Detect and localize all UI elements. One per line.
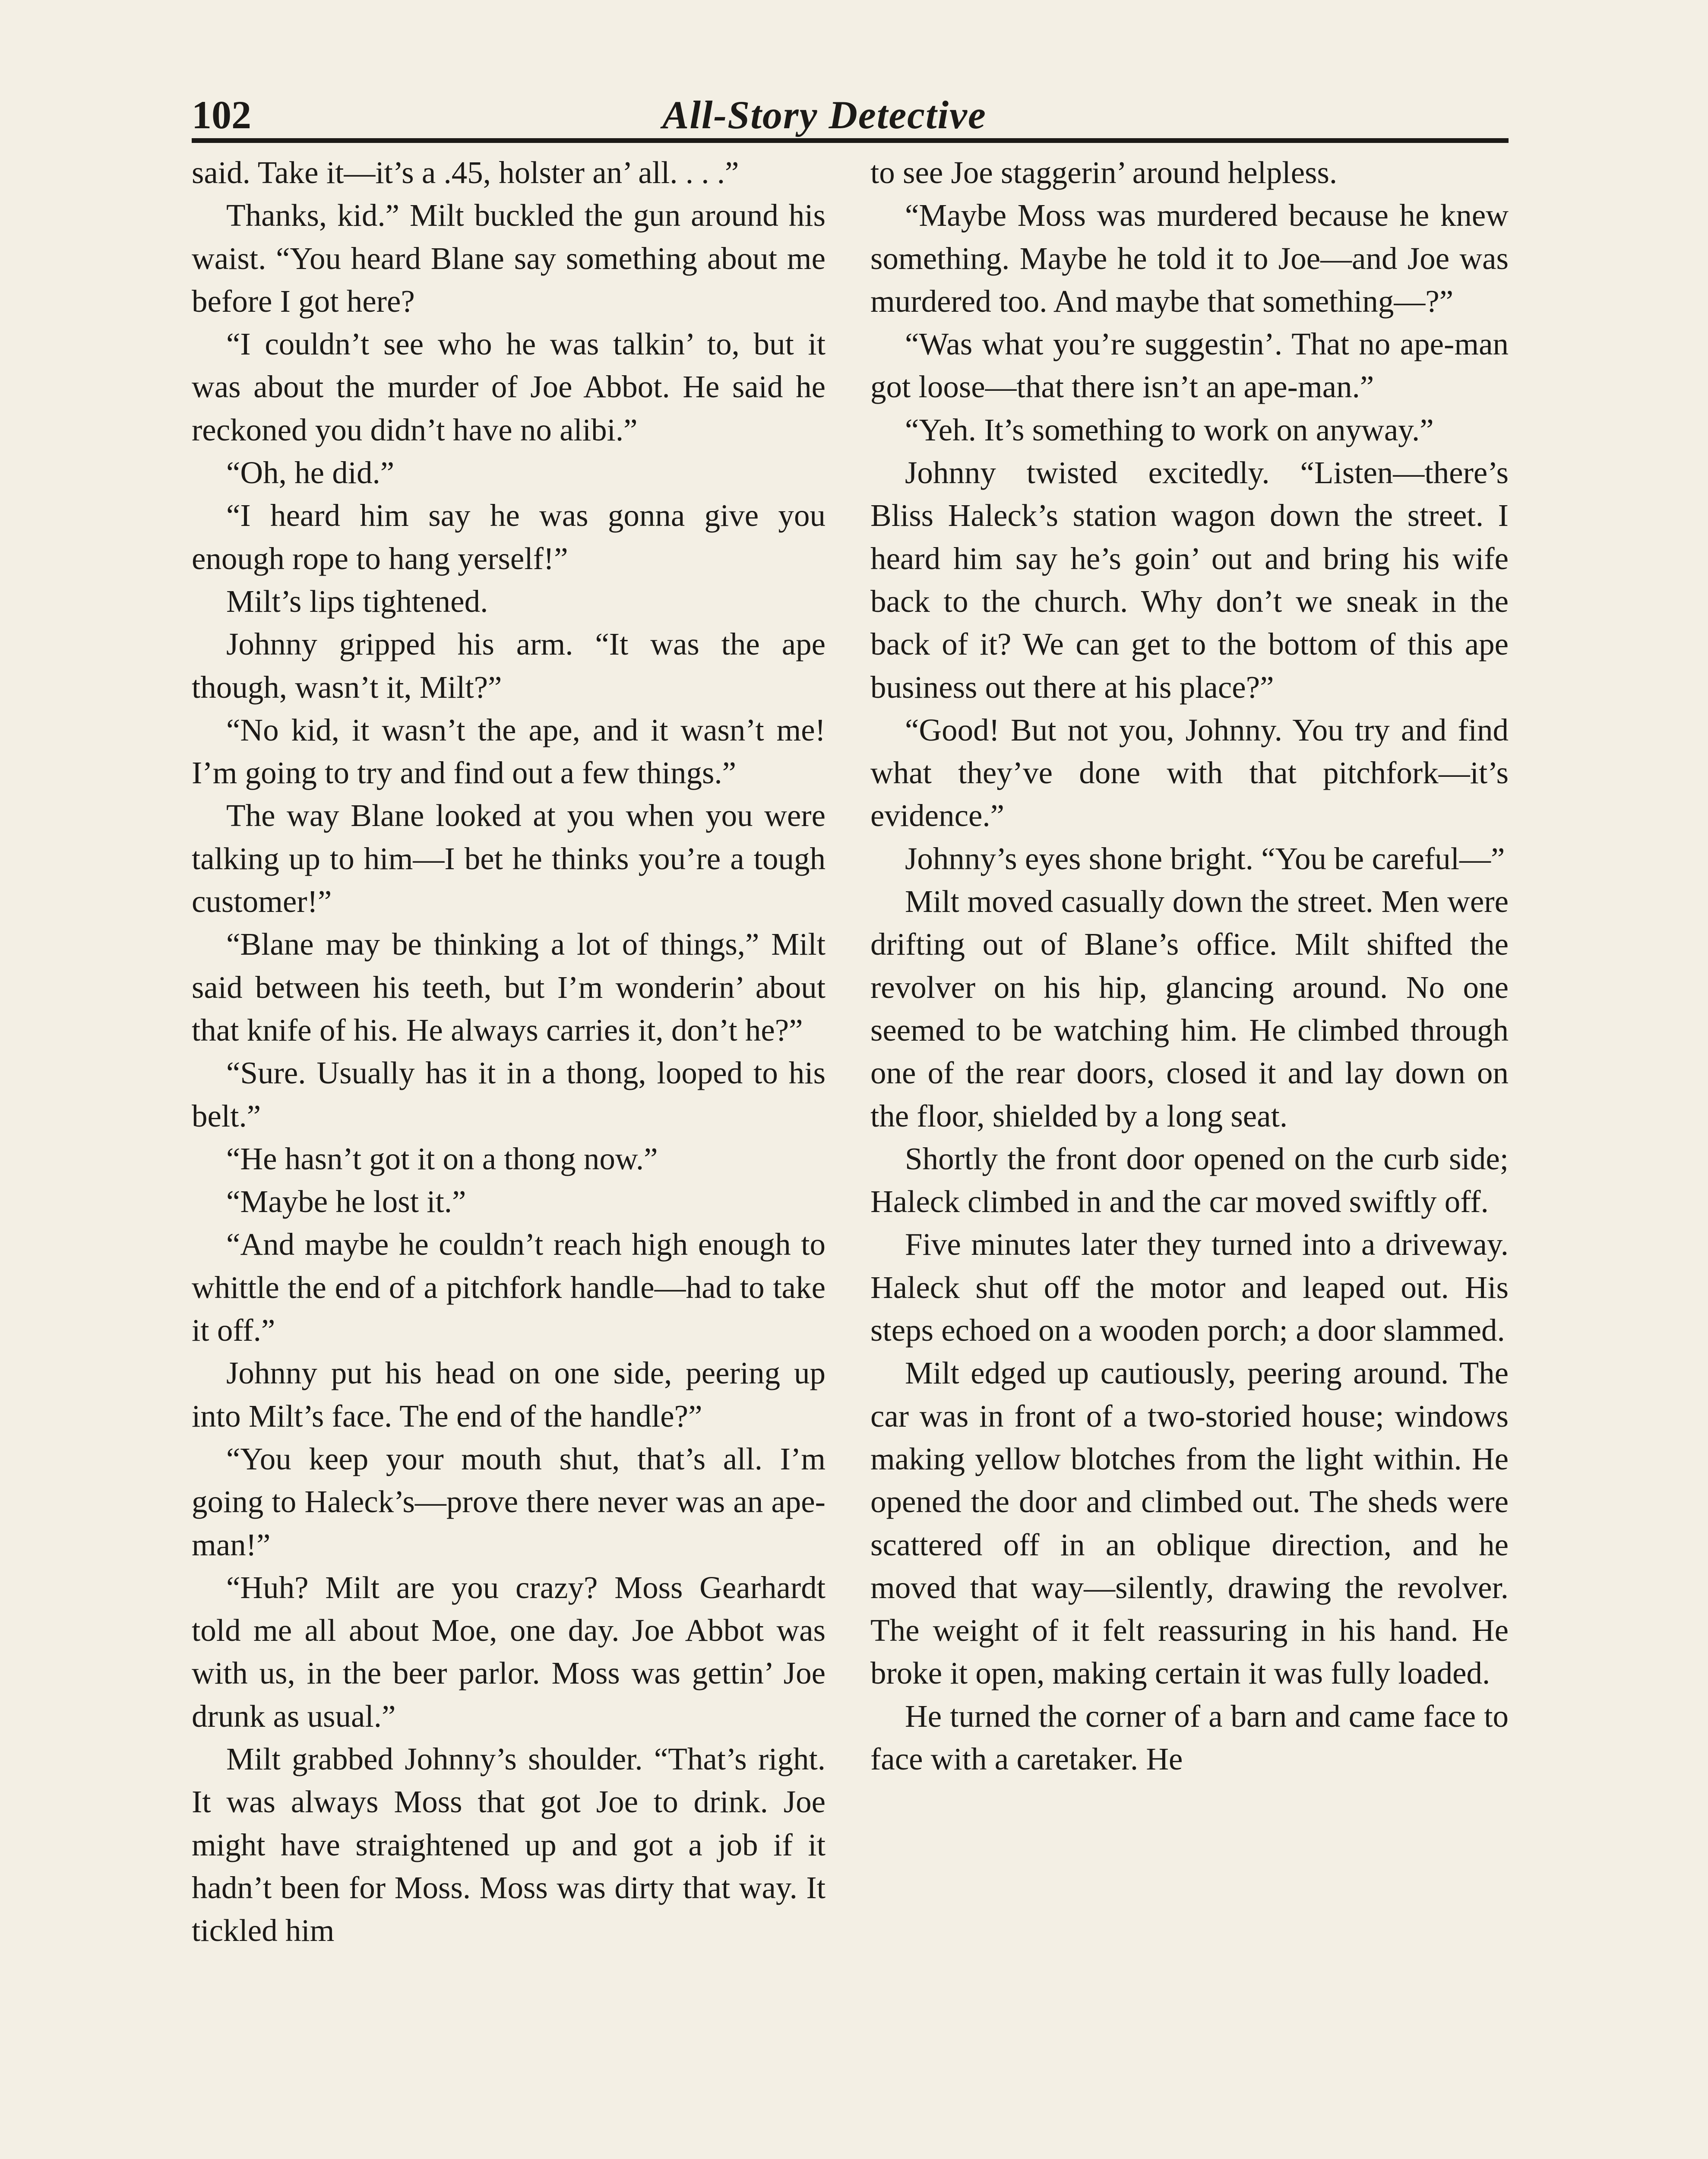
- paragraph: said. Take it—it’s a .45, holster an’ all. . . .”: [192, 155, 739, 190]
- paragraph: Johnny twisted excitedly. “Listen—there’s Bliss Haleck’s station wagon down the street. I heard him say he’s goin’ out and bring his wife back to the church. Why don’t we sneak in the back of it? We can get to the bottom of this ape business out there at his place?”: [870, 455, 1509, 705]
- paragraph: Five minutes later they turned into a driveway. Haleck shut off the motor and leaped out. His steps echoed on a wooden porch; a door slammed.: [870, 1227, 1509, 1348]
- page-header: [192, 82, 1509, 143]
- paragraph: “Maybe he lost it.”: [226, 1184, 466, 1219]
- left-column: [192, 151, 826, 1952]
- paragraph: “Was what you’re suggestin’. That no ape-man got loose—that there isn’t an ape-man.”: [870, 326, 1509, 405]
- page-number: 102: [192, 93, 251, 137]
- paragraph: “Good! But not you, Johnny. You try and find what they’ve done with that pitchfork—it’s evidence.”: [870, 712, 1509, 833]
- paragraph: Thanks, kid.” Milt buckled the gun around his waist. “You heard Blane say something about me before I got here?: [192, 198, 826, 319]
- paragraph: Milt grabbed Johnny’s shoulder. “That’s right. It was always Moss that got Joe to drink. Joe might have straightened up and got a job if it hadn’t been for Moss. Moss was dirty that way. It tickled him: [192, 1741, 826, 1948]
- paragraph: Johnny’s eyes shone bright. “You be careful—”: [905, 841, 1505, 876]
- paragraph: “Maybe Moss was murdered because he knew something. Maybe he told it to Joe—and Joe was murdered too. And maybe that something—?”: [870, 198, 1509, 319]
- paragraph: “Oh, he did.”: [226, 455, 395, 491]
- right-column: [870, 151, 1509, 1780]
- paragraph: Johnny put his head on one side, peering up into Milt’s face. The end of the handle?”: [192, 1355, 826, 1434]
- paragraph: “You keep your mouth shut, that’s all. I’m going to Haleck’s—prove there never was an ape-man!”: [192, 1441, 826, 1562]
- paragraph: The way Blane looked at you when you were talking up to him—I bet he thinks you’re a tough customer!”: [192, 798, 826, 919]
- paragraph: “Sure. Usually has it in a thong, looped to his belt.”: [192, 1055, 826, 1133]
- paragraph: “Blane may be thinking a lot of things,” Milt said between his teeth, but I’m wonderin’ about that knife of his. He always carries it, don’t he?”: [192, 927, 826, 1048]
- paragraph: Milt moved casually down the street. Men were drifting out of Blane’s office. Milt shifted the revolver on his hip, glancing around. No one seemed to be watching him. He climbed through one of the rear doors, closed it and lay down on the floor, shielded by a long seat.: [870, 884, 1509, 1133]
- paragraph: Milt edged up cautiously, peering around. The car was in front of a two-storied house; windows making yellow blotches from the light within. He opened the door and climbed out. The sheds were scattered off in an oblique direction, and he moved that way—silently, drawing the revolver. The weight of it felt reassuring in his hand. He broke it open, making certain it was fully loaded.: [870, 1355, 1509, 1691]
- paragraph: “No kid, it wasn’t the ape, and it wasn’t me! I’m going to try and find out a few things.”: [192, 712, 826, 791]
- paragraph: Milt’s lips tightened.: [226, 583, 488, 619]
- paragraph: “He hasn’t got it on a thong now.”: [226, 1141, 658, 1176]
- paragraph: “Huh? Milt are you crazy? Moss Gearhardt told me all about Moe, one day. Joe Abbot was with us, in the beer parlor. Moss was gettin’ Joe drunk as usual.”: [192, 1570, 826, 1734]
- paragraph: “Yeh. It’s something to work on anyway.”: [905, 412, 1434, 447]
- paragraph: “And maybe he couldn’t reach high enough to whittle the end of a pitchfork handle—had to take it off.”: [192, 1227, 826, 1348]
- paragraph: He turned the corner of a barn and came face to face with a caretaker. He: [870, 1698, 1509, 1776]
- paragraph: Shortly the front door opened on the curb side; Haleck climbed in and the car moved swiftly off.: [870, 1141, 1509, 1219]
- magazine-title: All-Story Detective: [662, 93, 987, 137]
- paragraph: “I couldn’t see who he was talkin’ to, but it was about the murder of Joe Abbot. He said he reckoned you didn’t have no alibi.”: [192, 326, 826, 447]
- paragraph: “I heard him say he was gonna give you enough rope to hang yerself!”: [192, 498, 826, 576]
- paragraph: Johnny gripped his arm. “It was the ape though, wasn’t it, Milt?”: [192, 627, 826, 705]
- paragraph: to see Joe staggerin’ around helpless.: [870, 155, 1338, 190]
